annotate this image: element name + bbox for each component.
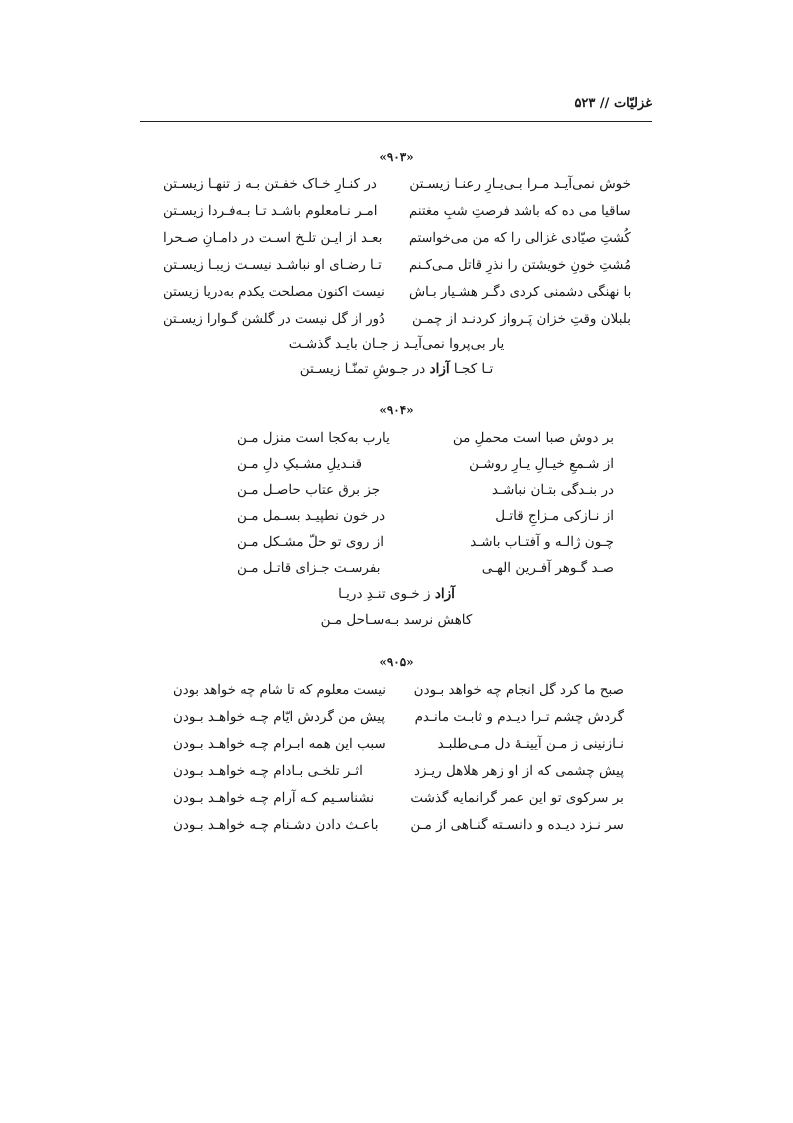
couplet-first-hemistich: ساقیا می ده که باشد فرصتِ شبِ مغتنم <box>409 203 631 219</box>
couplet-first-hemistich: بر سرکوی تو این عمر گرانمایه گذشت <box>410 790 624 806</box>
couplet-first-hemistich: بر دوش صبا است محملِ من <box>452 430 614 446</box>
closing-line: کاهش نرسد بـه‌سـاحل مـن <box>320 612 473 628</box>
page-header <box>140 96 652 118</box>
poem-number: «۹۰۵» <box>379 655 414 669</box>
couplet-first-hemistich: خوش نمی‌آیـد مـرا بـی‌یـارِ رعنـا زیسـتن <box>409 176 631 192</box>
couplet-first-hemistich: صبح ما کرد گل انجام چه خواهد بـودن <box>413 682 624 698</box>
couplet-first-hemistich: پیش چشمی که از او زهر هلاهل ریـزد <box>413 763 624 779</box>
couplet-first-hemistich: از نـازکی مـزاجِ قاتـل <box>495 508 614 524</box>
header-rule <box>140 121 652 122</box>
couplet <box>163 226 631 250</box>
couplet <box>163 172 631 196</box>
couplet-first-hemistich: کُشتِ صیّادی غزالی را که من می‌خواستم <box>409 230 631 246</box>
couplet-second-hemistich: سبب این همه ابـرام چـه خواهـد بـودن <box>173 736 386 752</box>
couplet <box>237 556 614 580</box>
couplet-first-hemistich: مُشتِ خونِ خویشتن را نذرِ قاتل مـی‌کـنم <box>408 257 631 273</box>
couplet-second-hemistich: امـر نـامعلوم باشـد تـا بـه‌فـردا زیسـتن <box>163 203 378 219</box>
couplet-first-hemistich: در بنـدگی بتـان نباشـد <box>491 482 614 498</box>
couplet-second-hemistich: در کنـارِ خـاک خفـتن بـه ز تنهـا زیسـتن <box>163 176 377 192</box>
couplet-second-hemistich: تـا رضـای او نباشـد نیسـت زیبـا زیسـتن <box>163 257 382 273</box>
couplet <box>237 504 614 528</box>
couplet-first-hemistich: چـون ژالـه و آفتـاب باشـد <box>470 534 614 550</box>
couplet-first-hemistich: سر نـزد دیـده و دانسـته گنـاهی از مـن <box>410 817 624 833</box>
couplet-first-hemistich: با نهنگی دشمنی کردی دگـر هشـیار بـاش <box>408 284 631 300</box>
poem-number: «۹۰۳» <box>379 150 414 164</box>
couplet <box>173 732 624 756</box>
couplet <box>173 705 624 729</box>
couplet-first-hemistich: صـد گـوهر آفـرین الهـی <box>481 560 614 576</box>
couplet <box>237 426 614 450</box>
couplet-first-hemistich: از شـمعِ خیـالِ یـارِ روشـن <box>469 456 614 472</box>
couplet-second-hemistich: قنـدیلِ مشـبکِ دلِ مـن <box>237 456 363 472</box>
couplet <box>237 452 614 476</box>
header-title: غزلیّات // ۵۲۳ <box>574 96 652 111</box>
couplet-second-hemistich: بعـد از ایـن تلـخ اسـت در دامـانِ صـحرا <box>163 230 383 246</box>
couplet-second-hemistich: نیست معلوم که تا شام چه خواهد بودن <box>173 682 386 698</box>
closing-text: ز خـوی تنـدِ دریـا <box>338 586 431 602</box>
couplet <box>173 678 624 702</box>
couplet-second-hemistich: باعـث دادن دشـنام چـه خواهـد بـودن <box>173 817 379 833</box>
couplet <box>173 786 624 810</box>
couplet-second-hemistich: در خون نطپیـد بسـمل مـن <box>237 508 386 524</box>
closing-text: تـا کجـا <box>453 361 494 377</box>
couplet-second-hemistich: دُور از گل نیست در گلشن گـوارا زیسـتن <box>163 311 385 327</box>
couplet-first-hemistich: نـازنینی ز مـن آیینـهٔ دل مـی‌طلبـد <box>437 736 624 752</box>
couplet <box>237 530 614 554</box>
poem-number: «۹۰۴» <box>379 403 414 417</box>
couplet <box>163 280 631 304</box>
couplet-second-hemistich: پیش من گردش ایّام چـه خواهـد بـودن <box>173 709 386 725</box>
closing-line: یار بی‌پروا نمی‌آیـد ز جـان بایـد گذشـت <box>288 336 505 352</box>
couplet-first-hemistich: بلبلان وقتِ خزان پَـرواز کردنـد از چمـن <box>412 311 631 327</box>
couplet <box>163 307 631 331</box>
poet-name: آزاد <box>434 586 455 602</box>
couplet <box>237 478 614 502</box>
couplet <box>173 813 624 837</box>
closing-line <box>0 582 793 606</box>
couplet <box>163 253 631 277</box>
couplet-first-hemistich: گردش چشم تـرا دیـدم و ثابـت مانـدم <box>414 709 624 725</box>
couplet-second-hemistich: یارب به‌کجا است منزل مـن <box>237 430 390 446</box>
couplet <box>173 759 624 783</box>
couplet <box>163 199 631 223</box>
couplet-second-hemistich: نشناسـیم کـه آرام چـه خواهـد بـودن <box>173 790 375 806</box>
couplet-second-hemistich: از روی تو حلّ مشـکل مـن <box>237 534 385 550</box>
couplet-second-hemistich: اثـر تلخـی بـادام چـه خواهـد بـودن <box>173 763 363 779</box>
couplet-second-hemistich: بفرسـت جـزای قاتـل مـن <box>237 560 381 576</box>
couplet-second-hemistich: نیست اکنون مصلحت یکدم به‌دریا زیستن <box>163 284 385 300</box>
poet-name: آزاد <box>429 361 450 377</box>
closing-line <box>0 357 793 381</box>
closing-text: در جـوشِ تمنّـا زیسـتن <box>299 361 426 377</box>
couplet-second-hemistich: جز برق عتاب حاصـل مـن <box>237 482 381 498</box>
